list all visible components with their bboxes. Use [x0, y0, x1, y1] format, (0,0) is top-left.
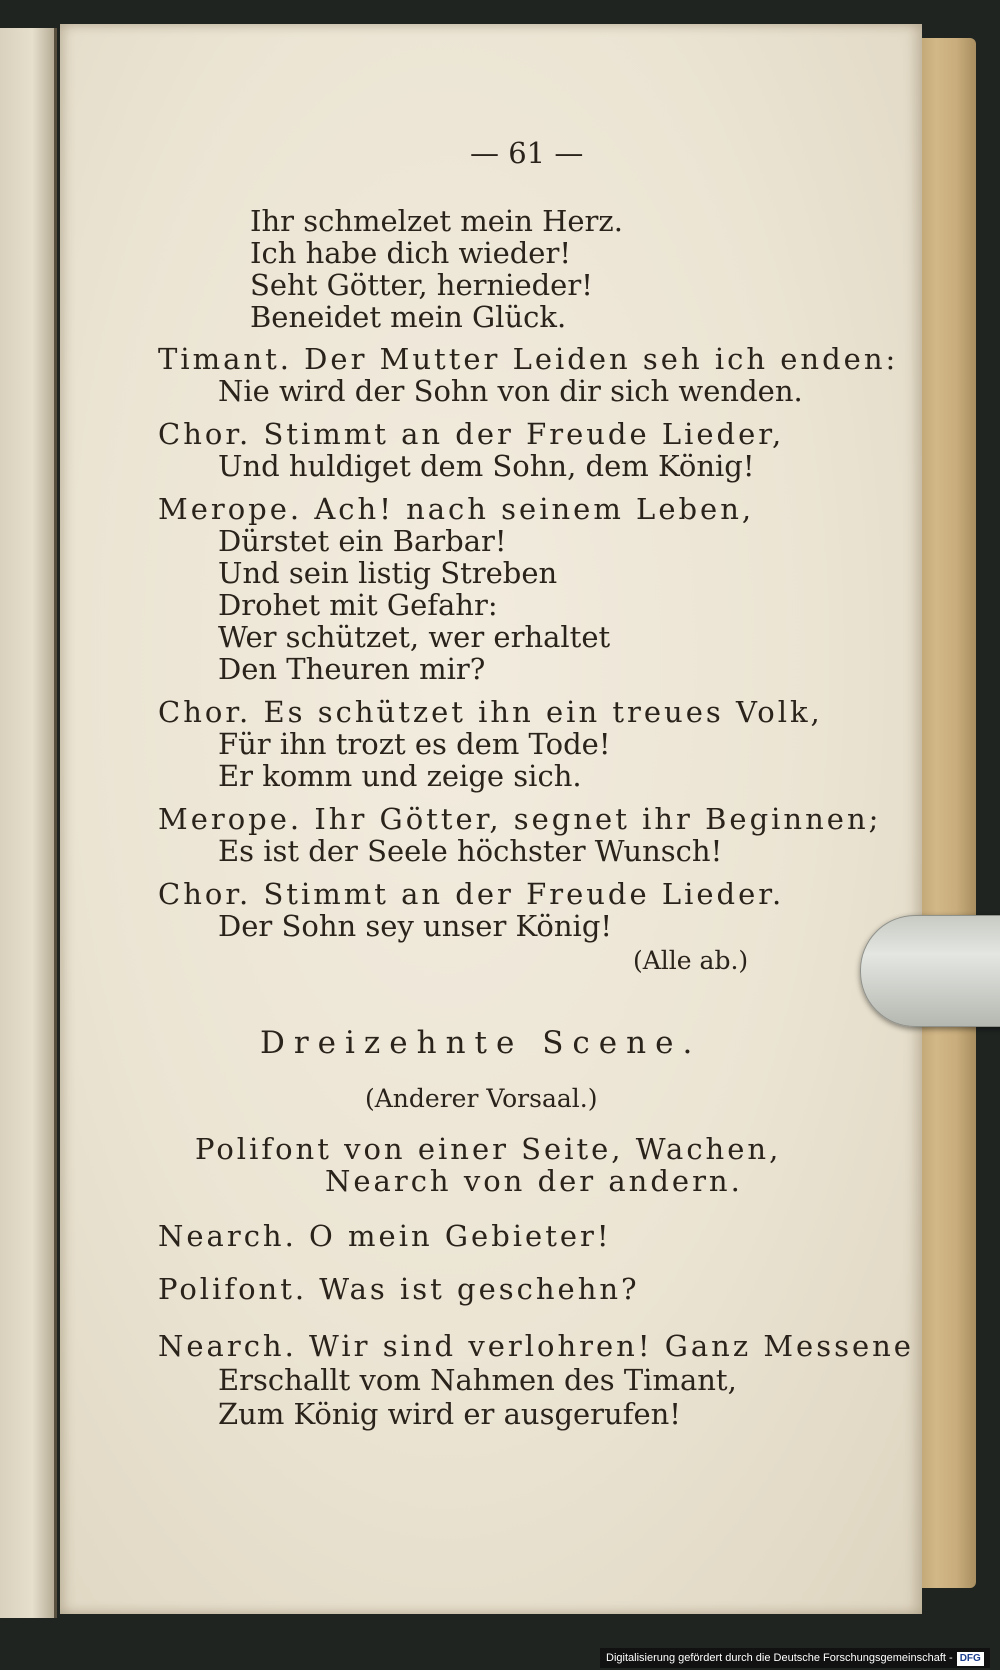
- page-number: — 61 —: [470, 136, 584, 170]
- speaker-line: Chor. Stimmt an der Freude Lieder,: [158, 417, 785, 451]
- speaker-line: Nearch. O mein Gebieter!: [158, 1219, 612, 1253]
- stage-direction: (Alle ab.): [633, 946, 749, 975]
- verse-line: Wer schützet, wer erhaltet: [218, 620, 611, 654]
- scene-setting: (Anderer Vorsaal.): [365, 1084, 598, 1113]
- speaker-line: Polifont. Was ist geschehn?: [158, 1272, 640, 1306]
- verse-line: Und sein listig Streben: [218, 556, 558, 590]
- speaker-line: Merope. Ach! nach seinem Leben,: [158, 492, 755, 526]
- speaker-line: Chor. Es schützet ihn ein treues Volk,: [158, 695, 823, 729]
- verse-line: Erschallt vom Nahmen des Timant,: [218, 1363, 737, 1397]
- stage-direction: Polifont von einer Seite, Wachen,: [195, 1132, 782, 1166]
- scene-title: Dreizehnte Scene.: [260, 1025, 702, 1061]
- verse-line: Zum König wird er ausgerufen!: [218, 1397, 681, 1431]
- verse-line: Drohet mit Gefahr:: [218, 588, 498, 622]
- verse-line: Beneidet mein Glück.: [250, 300, 567, 334]
- footer-credit: [600, 1648, 990, 1668]
- speaker-line: Timant. Der Mutter Leiden seh ich enden:: [158, 342, 899, 376]
- facing-page-edge: [0, 28, 57, 1618]
- verse-line: Und huldiget dem Sohn, dem König!: [218, 449, 755, 483]
- page-clip: [860, 915, 1000, 1027]
- verse-line: Der Sohn sey unser König!: [218, 909, 613, 943]
- verse-line: Nie wird der Sohn von dir sich wenden.: [218, 374, 803, 408]
- speaker-line: Merope. Ihr Götter, segnet ihr Beginnen;: [158, 802, 882, 836]
- dfg-logo: DFG: [957, 1652, 984, 1666]
- verse-line: Dürstet ein Barbar!: [218, 524, 507, 558]
- footer-text: Digitalisierung gefördert durch die Deutsche Forschungsgemeinschaft -: [606, 1652, 953, 1664]
- stage-direction: Nearch von der andern.: [325, 1164, 743, 1198]
- verse-line: Er komm und zeige sich.: [218, 759, 582, 793]
- verse-line: Den Theuren mir?: [218, 652, 486, 686]
- book-page: [60, 24, 922, 1614]
- speaker-line: Nearch. Wir sind verlohren! Ganz Messene: [158, 1329, 914, 1363]
- verse-line: Ich habe dich wieder!: [250, 236, 571, 270]
- speaker-line: Chor. Stimmt an der Freude Lieder.: [158, 877, 785, 911]
- verse-line: Seht Götter, hernieder!: [250, 268, 593, 302]
- verse-line: Für ihn trozt es dem Tode!: [218, 727, 611, 761]
- verse-line: Es ist der Seele höchster Wunsch!: [218, 834, 723, 868]
- verse-line: Ihr schmelzet mein Herz.: [250, 204, 623, 238]
